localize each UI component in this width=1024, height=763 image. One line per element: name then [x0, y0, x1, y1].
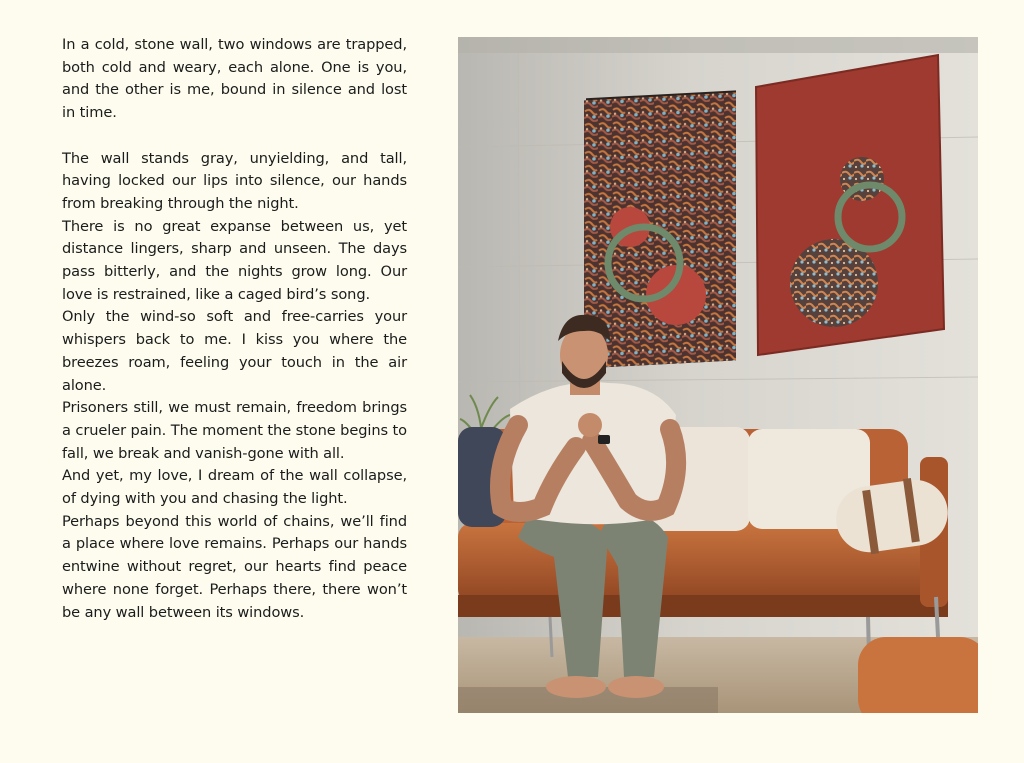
- poem-stanza-5: Prisoners still, we must remain, freedom brings a crueler pain. The moment the stone begins to fall, we break and vanish-gone with all.: [62, 399, 407, 462]
- foreground-ottoman: [858, 637, 978, 713]
- poem-stanza-4: Only the wind-so soft and free-carries your whispers back to me. I kiss you where the breezes roam, feeling your touch in the air alone.: [62, 308, 407, 394]
- poem-text: [62, 34, 407, 624]
- right-artwork: [756, 55, 944, 355]
- photo-illustration: [458, 37, 978, 713]
- poem-stanza-1: In a cold, stone wall, two windows are trapped, both cold and weary, each alone. One is you, and the other is me, bound in silence and lost in time.: [62, 36, 407, 122]
- poem-stanza-6: And yet, my love, I dream of the wall collapse, of dying with you and chasing the light.: [62, 467, 407, 508]
- portrait-photo: [458, 37, 978, 713]
- poem-stanza-3: There is no great expanse between us, yet distance lingers, sharp and unseen. The days pass bitterly, and the nights grow long. Our love is restrained, like a caged bird’s song.: [62, 217, 407, 303]
- poem-stanza-2: The wall stands gray, unyielding, and tall, having locked our lips into silence, our hands from breaking through the night.: [62, 149, 407, 212]
- poem-stanza-7: Perhaps beyond this world of chains, we’ll find a place where love remains. Perhaps our hands entwine without regret, our hearts find peace where none forget. Perhaps there, there won’t be any wall between its windows.: [62, 512, 407, 621]
